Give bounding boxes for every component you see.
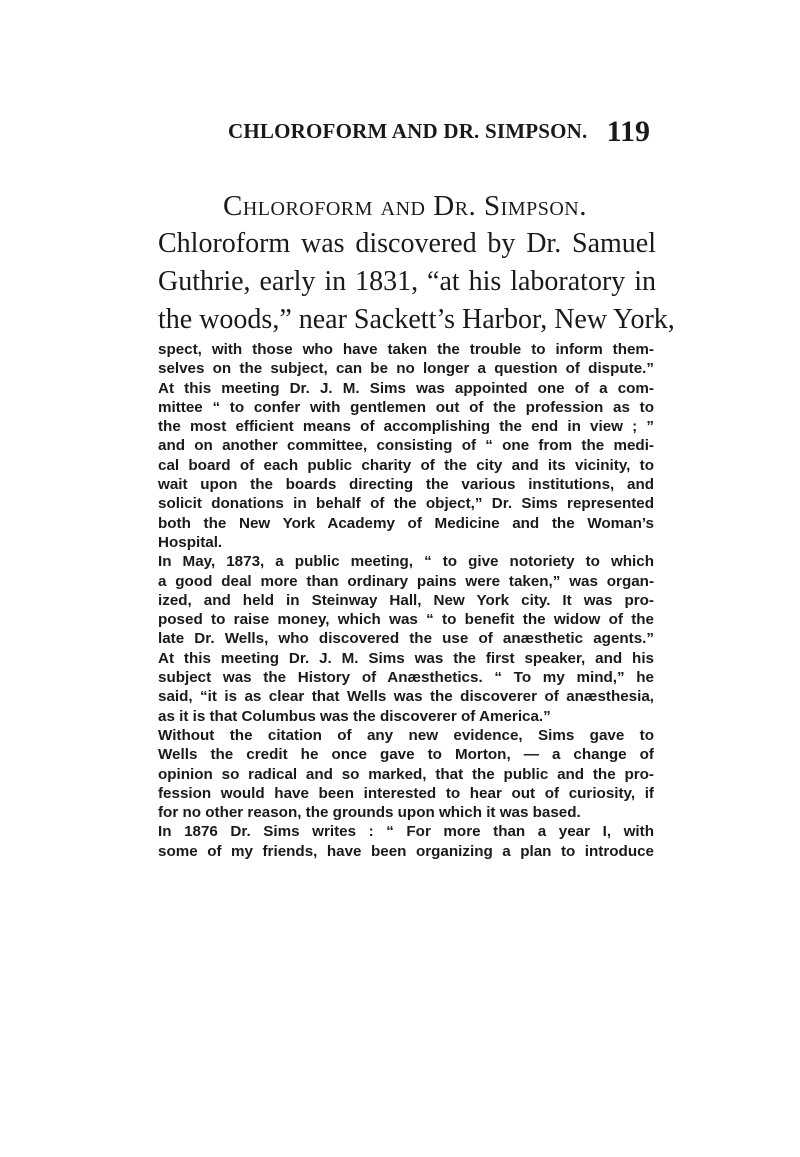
body-line: wait upon the boards directing the various institutions, and xyxy=(158,476,654,494)
body-line: said, “it is as clear that Wells was the discoverer of anæsthesia, xyxy=(158,688,654,706)
body-line: posed to raise money, which was “ to benefit the widow of the xyxy=(158,611,654,629)
page-number: 119 xyxy=(606,115,650,148)
body-line: selves on the subject, can be no longer a question of dispute.” xyxy=(158,360,654,378)
intro-line: Guthrie, early in 1831, “at his laboratory in xyxy=(158,266,656,297)
body-line: and on another committee, consisting of “ one from the medi- xyxy=(158,437,654,455)
body-line: Hospital. xyxy=(158,533,223,551)
body-line: Without the citation of any new evidence, Sims gave to xyxy=(158,726,654,744)
body-line: At this meeting Dr. J. M. Sims was appointed one of a com- xyxy=(158,379,654,397)
body-line: In 1876 Dr. Sims writes : “ For more than a year I, with xyxy=(158,823,654,841)
body-line: ized, and held in Steinway Hall, New York city. It was pro- xyxy=(158,591,654,609)
intro-line: the woods,” near Sackett’s Harbor, New York, xyxy=(158,304,675,335)
body-text xyxy=(158,340,654,861)
body-line: late Dr. Wells, who discovered the use of anæsthetic agents.” xyxy=(158,630,654,648)
body-line: cal board of each public charity of the city and its vicinity, to xyxy=(158,456,654,474)
body-line: opinion so radical and so marked, that the public and the pro- xyxy=(158,765,654,783)
body-line: both the New York Academy of Medicine and the Woman’s xyxy=(158,514,654,532)
body-line: some of my friends, have been organizing a plan to introduce xyxy=(158,842,654,860)
body-line: At this meeting Dr. J. M. Sims was the first speaker, and his xyxy=(158,649,654,667)
body-line: as it is that Columbus was the discoverer of America.” xyxy=(158,707,551,725)
body-line: mittee “ to confer with gentlemen out of the profession as to xyxy=(158,398,654,416)
running-head xyxy=(150,115,650,147)
body-line: for no other reason, the grounds upon which it was based. xyxy=(158,804,581,822)
body-line: solicit donations in behalf of the object,” Dr. Sims represented xyxy=(158,495,654,513)
section-title: Chloroform and Dr. Simpson. xyxy=(223,190,587,222)
running-title: CHLOROFORM AND DR. SIMPSON. xyxy=(228,119,588,143)
body-line: a good deal more than ordinary pains were taken,” was organ- xyxy=(158,572,654,590)
body-line: Wells the credit he once gave to Morton, — a change of xyxy=(158,746,654,764)
body-line: fession would have been interested to hear out of curiosity, if xyxy=(158,784,654,802)
body-line: In May, 1873, a public meeting, “ to give notoriety to which xyxy=(158,553,654,571)
body-line: subject was the History of Anæsthetics. “ To my mind,” he xyxy=(158,669,654,687)
body-line: the most efficient means of accomplishing the end in view ; ” xyxy=(158,418,654,436)
body-line: spect, with those who have taken the trouble to inform them- xyxy=(158,341,654,358)
intro-paragraph xyxy=(158,225,675,339)
intro-line: Chloroform was discovered by Dr. Samuel xyxy=(158,228,656,259)
